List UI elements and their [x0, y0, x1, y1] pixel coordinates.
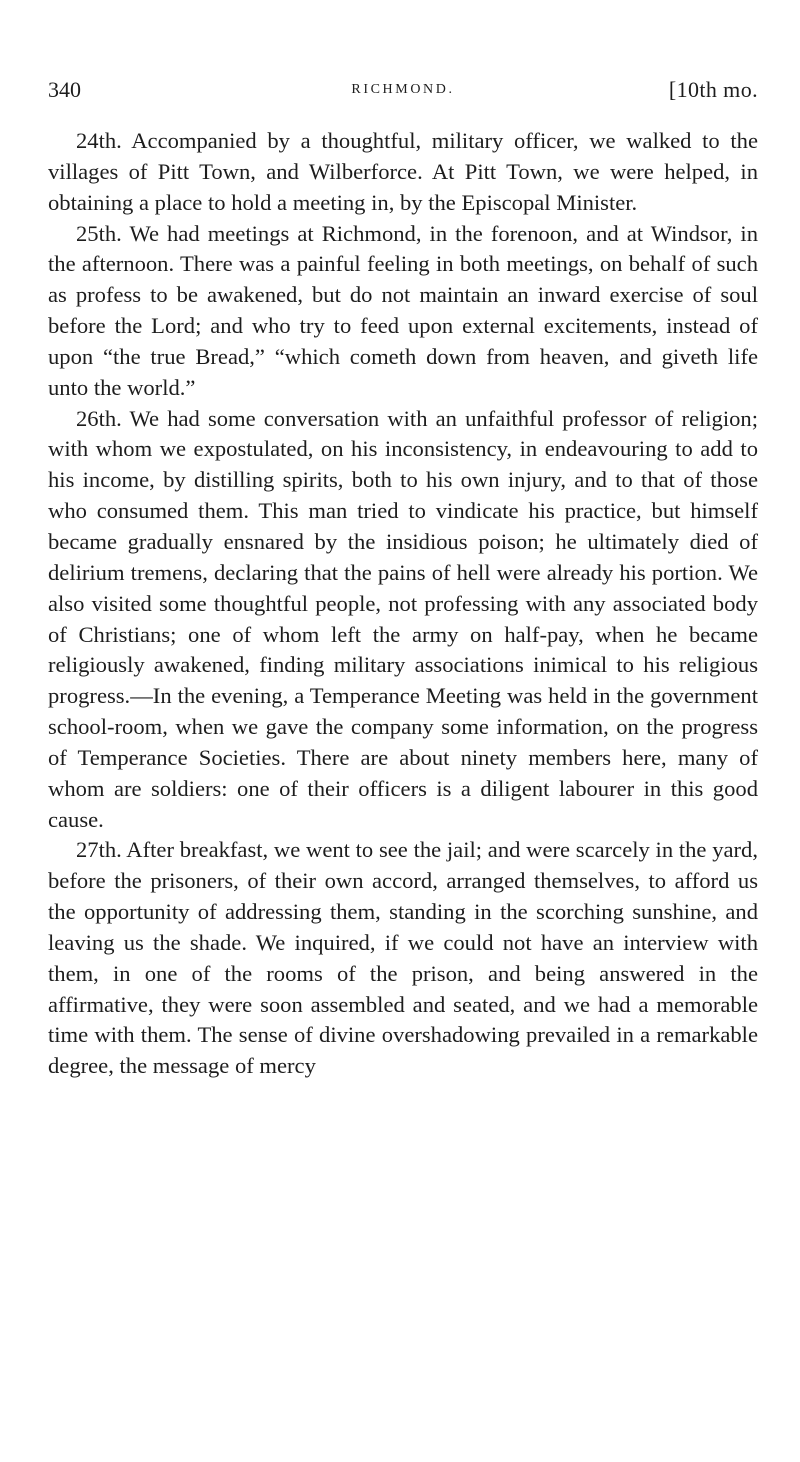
book-page — [48, 72, 758, 1082]
running-title: RICHMOND. — [351, 82, 455, 97]
page-number: 340 — [48, 77, 81, 102]
journal-entry-26th: 26th. We had some conversation with an unfaithful professor of religion; with whom we expostulated, on his inconsistency, in endeavouring to add to his income, by distilling spirits, both to his own injury, and to that of those who consumed them. This man tried to vindicate his practice, but himself became gradually ensnared by the insidious poison; he ultimately died of delirium tremens, declaring that the pains of hell were already his portion. We also visited some thoughtful people, not professing with any associated body of Christians; one of whom left the army on half-pay, when he became religiously awakened, finding military associations inimical to his religious progress.—In the evening, a Temperance Meeting was held in the government school-room, when we gave the company some information, on the progress of Temperance Societies. There are about ninety members here, many of whom are soldiers: one of their officers is a diligent labourer in this good cause. — [48, 405, 758, 832]
journal-entry-25th: 25th. We had meetings at Richmond, in the forenoon, and at Windsor, in the afternoon. There was a painful feeling in both meetings, on behalf of such as profess to be awakened, but do not maintain an inward exercise of soul before the Lord; and who try to feed upon external excitements, instead of upon “the true Bread,” “which cometh down from heaven, and giveth life unto the world.” — [48, 220, 758, 400]
running-head — [48, 72, 758, 108]
journal-entry-27th: 27th. After breakfast, we went to see the jail; and were scarcely in the yard, before the prisoners, of their own accord, arranged themselves, to afford us the opportunity of addressing them, standing in the scorching sunshine, and leaving us the shade. We inquired, if we could not have an interview with them, in one of the rooms of the prison, and being answered in the affirmative, they were soon assembled and seated, and we had a memorable time with them. The sense of divine overshadowing prevailed in a remarkable degree, the message of mercy — [48, 837, 758, 1079]
journal-body — [48, 126, 758, 1082]
section-marker: [10th mo. — [668, 77, 758, 102]
journal-entry-24th: 24th. Accompanied by a thoughtful, military officer, we walked to the villages of Pitt Town, and Wilberforce. At Pitt Town, we were helped, in obtaining a place to hold a meeting in, by the Episcopal Minister. — [48, 128, 758, 215]
